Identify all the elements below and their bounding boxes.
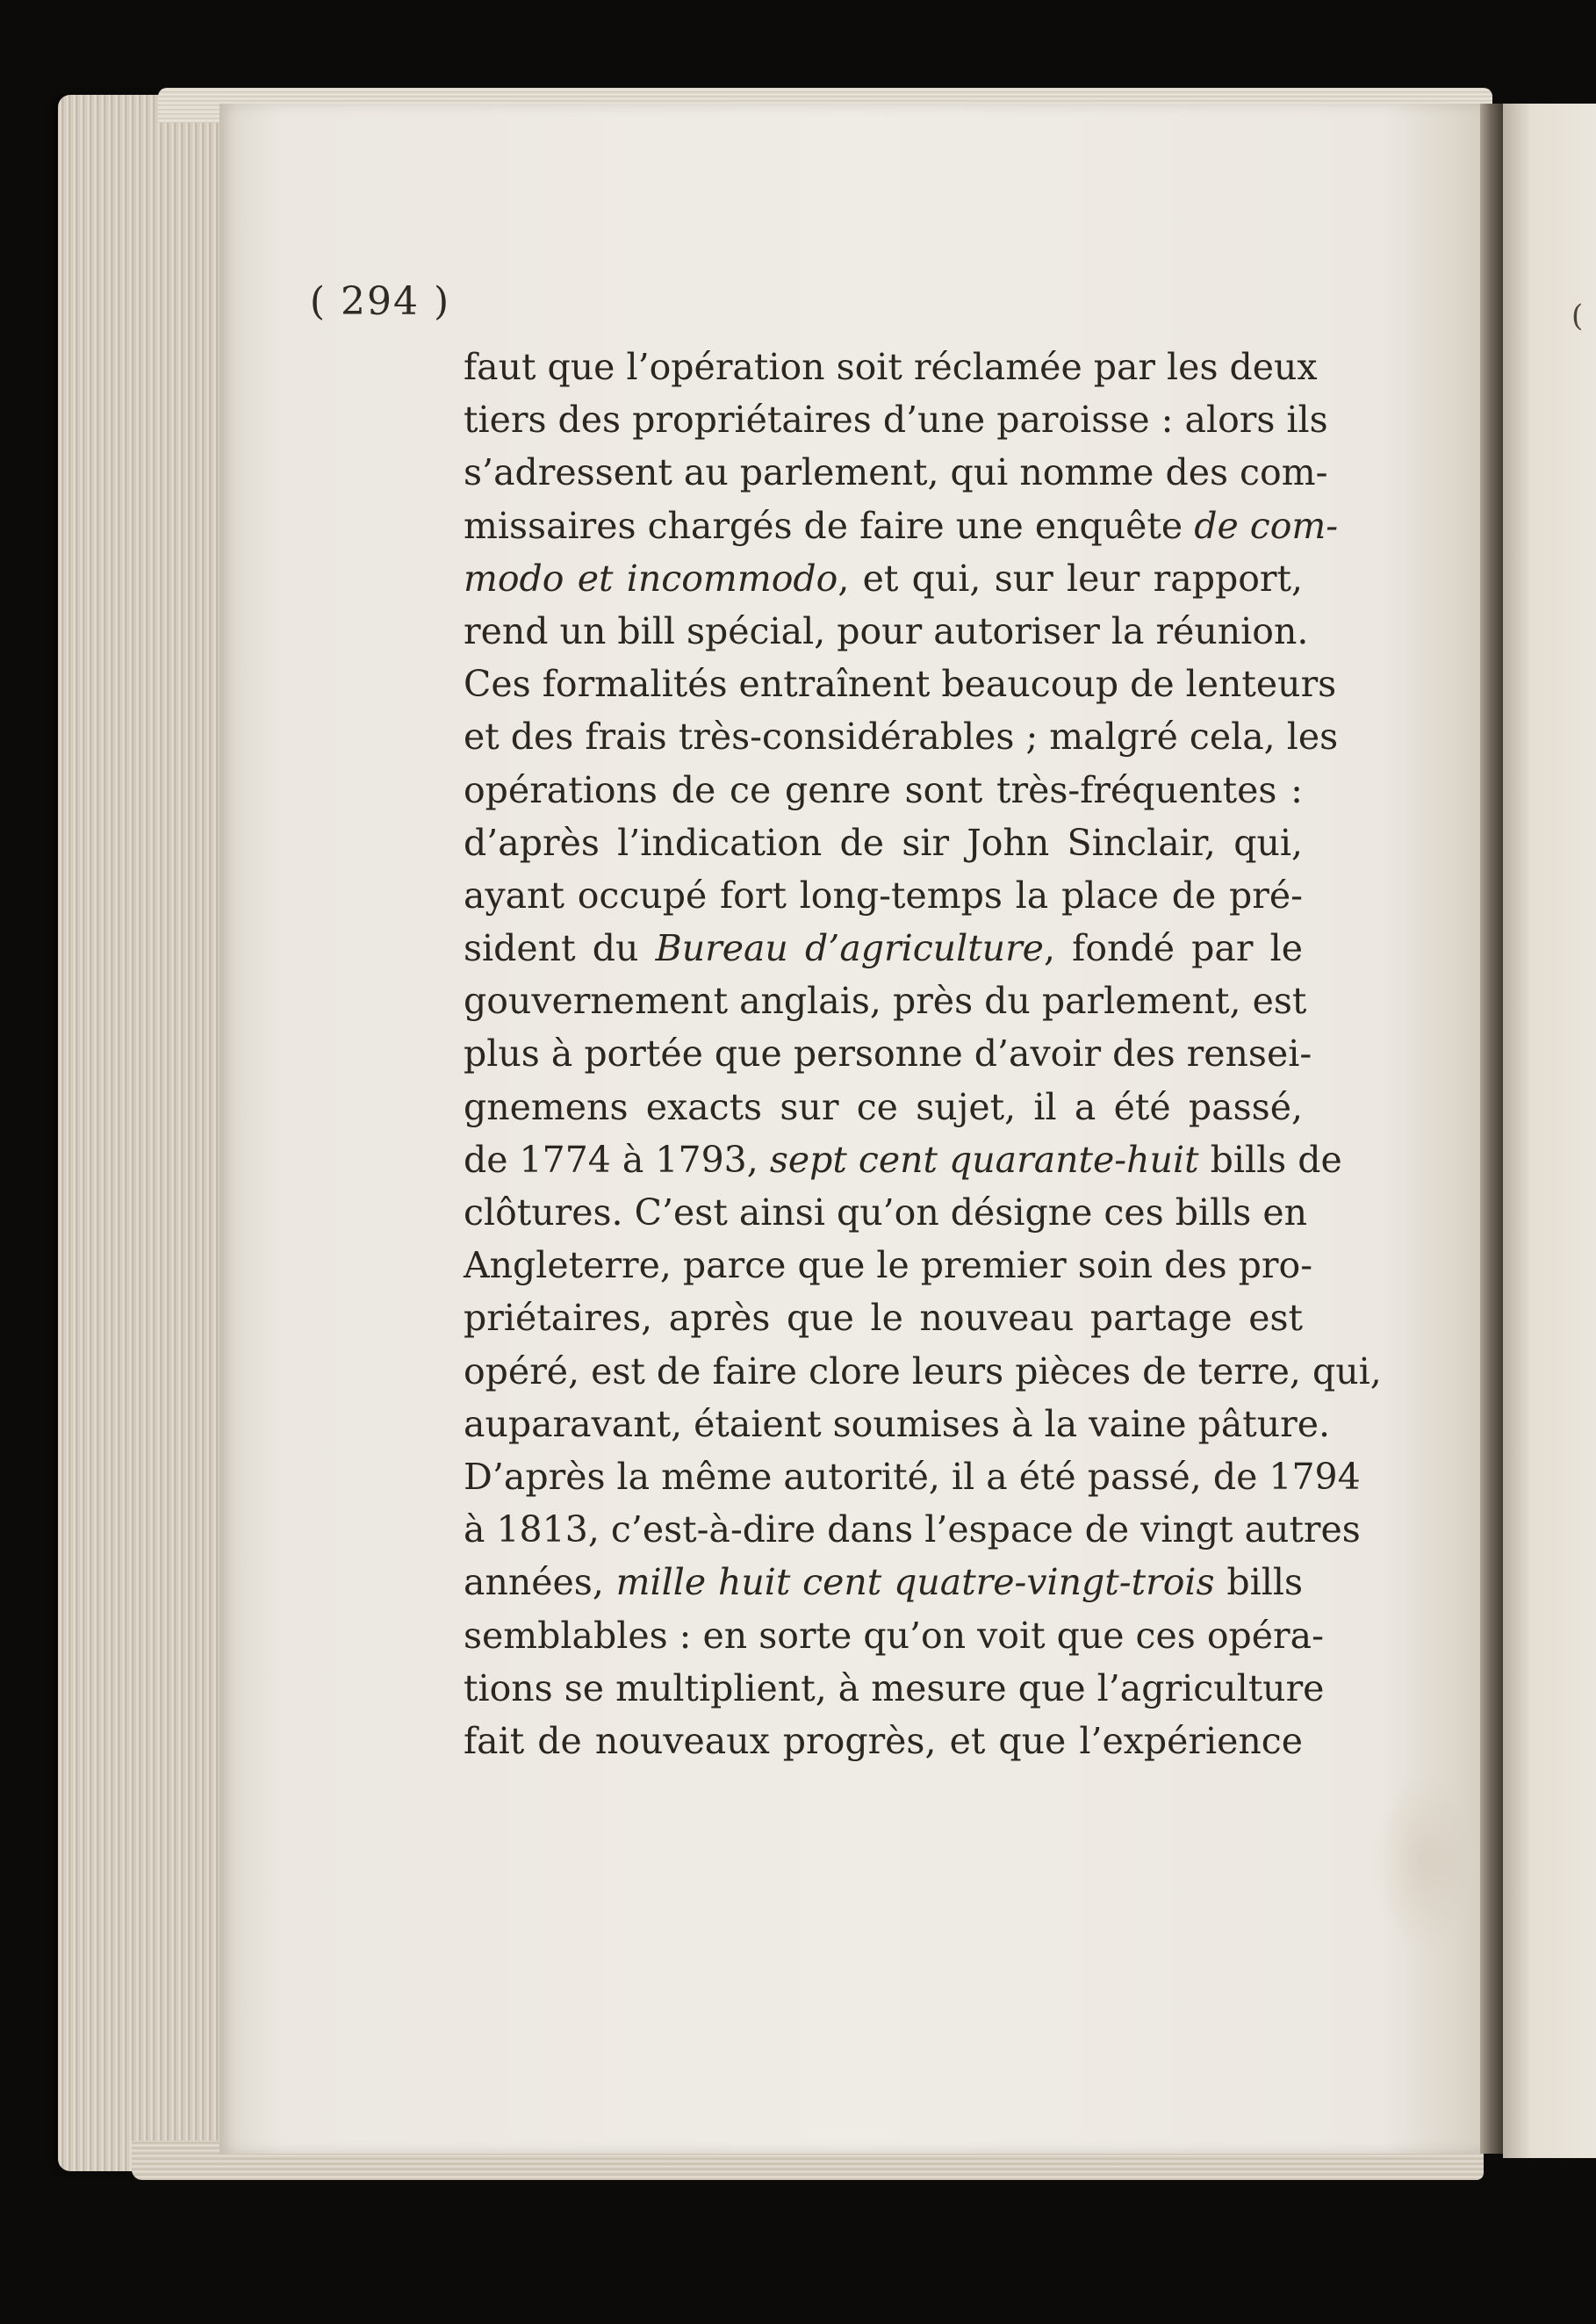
text-line bbox=[464, 1715, 1303, 1767]
body-text bbox=[464, 341, 1382, 1767]
text-line bbox=[464, 869, 1303, 922]
text-segment: opérations de ce genre sont très-fréquentes : bbox=[464, 768, 1303, 811]
text-segment: missaires chargés de faire une enquête bbox=[464, 504, 1195, 547]
text-line bbox=[464, 1081, 1303, 1133]
text-line bbox=[464, 341, 1318, 393]
text-segment: Angleterre, parce que le premier soin des pro- bbox=[464, 1244, 1313, 1287]
text-line bbox=[464, 817, 1303, 869]
text-line bbox=[464, 552, 1303, 605]
text-segment: D’après la même autorité, il a été passé, de 1794 bbox=[464, 1455, 1361, 1498]
text-line bbox=[464, 500, 1339, 552]
text-segment: plus à portée que personne d’avoir des rensei- bbox=[464, 1032, 1312, 1076]
text-line bbox=[464, 1345, 1382, 1398]
text-line bbox=[464, 1450, 1361, 1503]
text-line bbox=[464, 658, 1337, 710]
text-line bbox=[464, 393, 1328, 446]
page-stack-left-edge bbox=[58, 95, 225, 2171]
text-line bbox=[464, 1292, 1303, 1344]
text-line bbox=[464, 1503, 1361, 1556]
italic-text: modo et incommodo bbox=[464, 557, 838, 600]
text-line bbox=[464, 710, 1339, 763]
text-segment: années, bbox=[464, 1561, 616, 1604]
text-line bbox=[464, 1398, 1331, 1450]
text-segment: bills bbox=[1214, 1561, 1303, 1604]
text-line bbox=[464, 1239, 1313, 1292]
italic-text: Bureau d’agriculture bbox=[655, 927, 1044, 970]
text-segment: , fondé par le bbox=[1043, 927, 1304, 970]
text-segment: Ces formalités entraînent beaucoup de lenteurs bbox=[464, 663, 1337, 706]
text-segment: sident du bbox=[464, 927, 656, 970]
text-segment: priétaires, après que le nouveau partage est bbox=[464, 1297, 1303, 1340]
text-segment: clôtures. C’est ainsi qu’on désigne ces bills en bbox=[464, 1191, 1308, 1234]
book-gutter bbox=[1480, 104, 1505, 2154]
text-segment: à 1813, c’est-à-dire dans l’espace de vingt autres bbox=[464, 1508, 1361, 1551]
text-line bbox=[464, 1662, 1325, 1715]
text-line bbox=[464, 1556, 1303, 1608]
text-segment: semblables : en sorte qu’on voit que ces opéra- bbox=[464, 1614, 1324, 1657]
paper-stain bbox=[1370, 1774, 1475, 1949]
text-line bbox=[464, 922, 1303, 975]
text-line bbox=[464, 605, 1309, 658]
text-line bbox=[464, 1133, 1342, 1186]
text-segment: gouvernement anglais, près du parlement, est bbox=[464, 980, 1307, 1023]
text-line bbox=[464, 1609, 1324, 1662]
text-segment: bills de bbox=[1198, 1138, 1342, 1181]
text-segment: , et qui, sur leur rapport, bbox=[838, 557, 1303, 600]
italic-text: mille huit cent quatre-vingt-trois bbox=[615, 1561, 1215, 1604]
text-segment: rend un bill spécial, pour autoriser la réunion. bbox=[464, 609, 1309, 652]
italic-text: de com- bbox=[1194, 504, 1339, 547]
text-segment: tiers des propriétaires d’une paroisse : alors ils bbox=[464, 399, 1328, 442]
text-segment: gnemens exacts sur ce sujet, il a été passé, bbox=[464, 1085, 1303, 1128]
text-segment: auparavant, étaient soumises à la vaine pâture. bbox=[464, 1402, 1331, 1445]
text-line bbox=[464, 1186, 1308, 1239]
text-segment: faut que l’opération soit réclamée par les deux bbox=[464, 346, 1318, 388]
text-segment: fait de nouveaux progrès, et que l’expérience bbox=[464, 1719, 1303, 1762]
text-segment: de 1774 à 1793, bbox=[464, 1138, 770, 1181]
text-line bbox=[464, 1027, 1312, 1080]
right-page-fragment bbox=[1503, 104, 1596, 2158]
right-page-edge-mark: ( bbox=[1571, 299, 1584, 334]
text-line bbox=[464, 764, 1303, 817]
text-line bbox=[464, 975, 1307, 1027]
text-segment: tions se multiplient, à mesure que l’agriculture bbox=[464, 1666, 1325, 1709]
text-segment: ayant occupé fort long-temps la place de pré- bbox=[464, 874, 1303, 917]
text-segment: d’après l’indication de sir John Sinclair, qui, bbox=[464, 821, 1303, 864]
text-segment: opéré, est de faire clore leurs pièces de terre, qui, bbox=[464, 1349, 1382, 1392]
text-segment: et des frais très-considérables ; malgré cela, les bbox=[464, 716, 1339, 759]
page-number: ( 294 ) bbox=[309, 279, 451, 324]
text-line bbox=[464, 446, 1328, 499]
text-segment: s’adressent au parlement, qui nomme des com- bbox=[464, 451, 1328, 494]
italic-text: sept cent quarante-huit bbox=[769, 1138, 1199, 1181]
